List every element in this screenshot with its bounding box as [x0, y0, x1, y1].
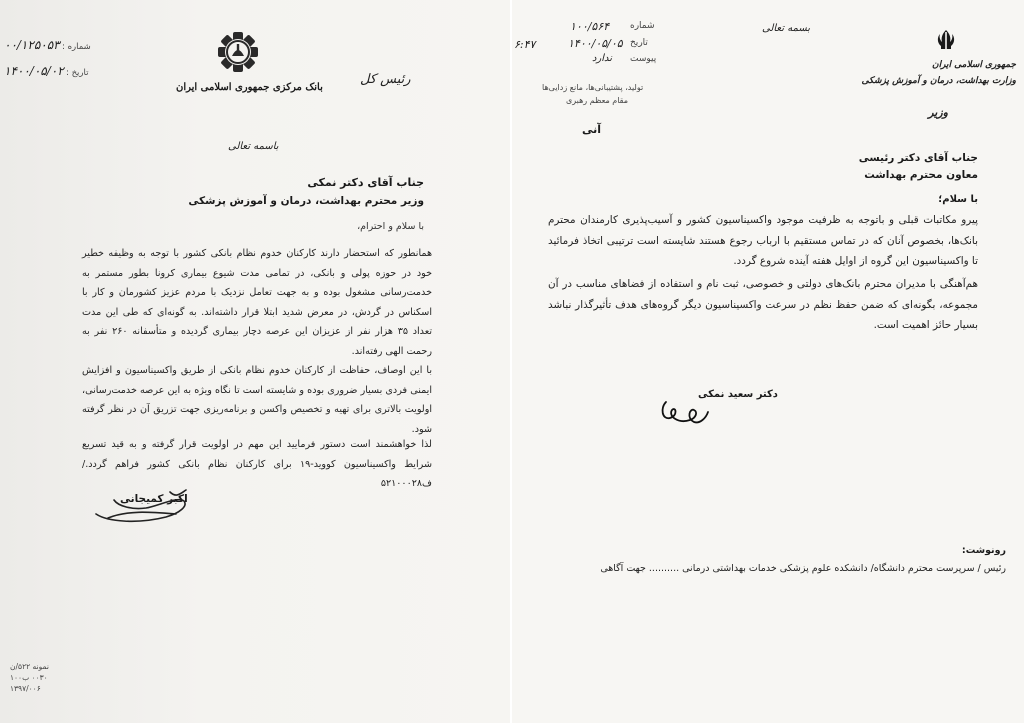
letter-paragraph-1: همانطور که استحضار دارند کارکنان خدوم نظام بانکی کشور با توجه به وظیفه خطیر خود در حوزه پولی و بانکی، در تمامی مدت شیوع بیماری کرونا بطور مستمر به خدمت‌رسانی مشغول بوده و به جهت تعامل نزدیک با مردم عزیز کشورمان و کار با اسکناس در گردش، در معرض شدید ابتلا قرار داشته‌اند. به گونه‌ای که طی این مدت تعداد ۳۵ هزار نفر از عزیزان این عرصه دچار بیماری گردیده و متأسفانه ۲۶۰ نفر به رحمت الهی رفته‌اند. [82, 248, 432, 357]
urgency-label: آنی [582, 123, 602, 136]
ministry-line-1: جمهوری اسلامی ایران [931, 60, 1016, 70]
date-label: تاریخ [630, 38, 648, 48]
recipient-title: معاون محترم بهداشت [864, 169, 978, 181]
letter-paragraph-2: با این اوصاف، حفاظت از کارکنان خدوم نظام بانکی از طریق واکسیناسیون و افزایش ایمنی فردی بسیار ضروری بوده و شایسته است تا نگاه ویژه به این عرصه خدمت‌رسانی، اولویت بالاتری برای تهیه و تخصیص واکسن و برنامه‌ریزی جهت تزریق آن در نظر گرفته شود. [82, 365, 432, 435]
issuer-title: رئیس کل [360, 72, 411, 87]
bank-name: بانک مرکزی جمهوری اسلامی ایران [176, 82, 323, 93]
handwritten-signature-icon [88, 484, 198, 530]
attachment-value: ندارد [592, 53, 613, 64]
central-bank-letter [0, 0, 510, 723]
ministry-line-2: وزارت بهداشت، درمان و آموزش پزشکی [861, 76, 1016, 86]
recipient-name: جناب آقای دکتر نمکی [307, 176, 424, 189]
signer-name: دکتر سعید نمکی [698, 389, 778, 400]
attachment-label: پیوست [630, 54, 657, 64]
central-bank-emblem-icon [212, 26, 264, 78]
ref-number-value: ۰۰/۱۲۵۰۵۳ [4, 38, 60, 52]
date-value: ۱۴۰۰/۰۵/۰۲ [4, 64, 64, 78]
health-ministry-letter [512, 0, 1024, 723]
handwritten-signature-icon [656, 396, 716, 430]
signer-name: اکبر کمیجانی [120, 493, 188, 505]
motto-line-2: مقام معظم رهبری [566, 96, 629, 105]
number-label: شماره [630, 21, 655, 31]
letter-paragraph-2: هم‌آهنگی با مدیران محترم بانک‌های دولتی و خصوصی، ثبت نام و استفاده از فضاهای مناسب در آن مجموعه، بگونه‌ای که ضمن حفظ نظم در سرعت واکسیناسیون دیگر گروه‌های هدف تأثیرگذار نباشد بسیار حائز اهمیت است. [548, 278, 978, 331]
date-label: تاریخ : [66, 68, 89, 78]
motto-line-1: تولید، پشتیبانی‌ها، مانع زدایی‌ها [542, 83, 644, 92]
copy-line: رئیس / سرپرست محترم دانشگاه/ دانشکده علوم پزشکی خدمات بهداشتی درمانی .......... جهت آگاهی [600, 563, 1006, 574]
form-code-2: ۰۰۳۰ ب۱۰۰ [10, 673, 48, 682]
invocation: بسمه تعالی [762, 23, 811, 34]
invocation: باسمه تعالی [228, 141, 279, 152]
handwritten-time: ۶:۴۷ [514, 38, 536, 51]
iran-emblem-icon [936, 28, 956, 52]
minister-label: وزیر [928, 106, 948, 119]
copy-heading: رونوشت: [961, 545, 1006, 556]
recipient-title: وزیر محترم بهداشت، درمان و آموزش پزشکی [188, 195, 424, 207]
greeting: با سلام؛ [938, 194, 978, 205]
letter-paragraph-1: پیرو مکاتبات قبلی و باتوجه به ظرفیت موجود واکسیناسیون کشور و آسیب‌پذیری کارمندان محترم بانک‌ها، بخصوص آنان که در تماس مستقیم با ارباب رجوع هستند شایسته است ترتیبی اتخاذ فرمائید تا واکسیناسیون این گروه از اوایل هفته آینده شروع گردد. [548, 214, 978, 267]
form-code-1: نمونه ۵۲۲/ن [10, 662, 49, 671]
greeting: با سلام و احترام، [357, 221, 424, 232]
date-value: ۱۴۰۰/۰۵/۰۵ [568, 37, 623, 50]
ref-number-label: شماره : [62, 42, 91, 52]
form-code-3: ۱۳۹۷/۰۰۶ [10, 684, 41, 693]
number-value: ۱۰۰/۵۶۴ [570, 20, 610, 33]
recipient-name: جناب آقای دکتر رئیسی [858, 152, 978, 164]
letter-paragraph-3: لذا خواهشمند است دستور فرمایید این مهم در اولویت قرار گرفته و به قید تسریع شرایط واکسیناسیون کووید-۱۹ برای کارکنان نظام بانکی کشور فراهم گردد./ف۵۲۱۰۰۰۲۸ [82, 439, 432, 489]
